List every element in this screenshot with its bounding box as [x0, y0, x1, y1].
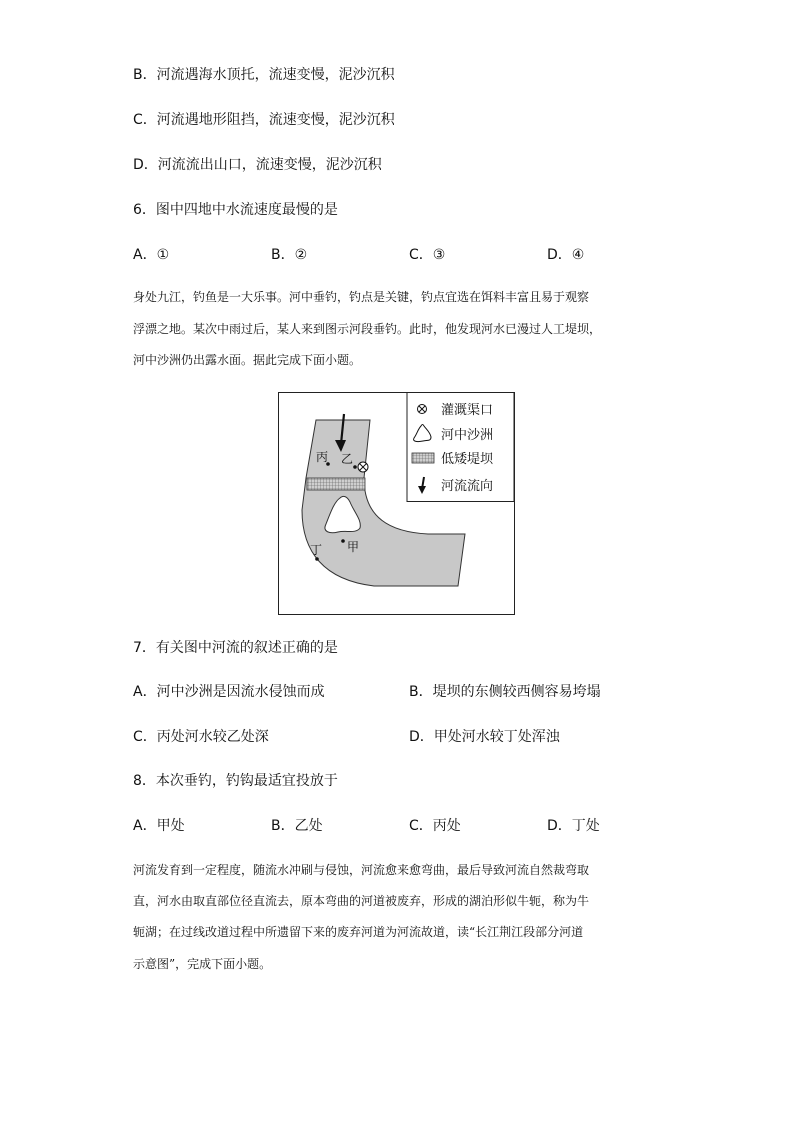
q8-option-b: B．乙处 — [271, 818, 323, 834]
passage-line: 示意图”，完成下面小题。 — [133, 957, 272, 971]
passage-line: 浮漂之地。某次中雨过后，某人来到图示河段垂钓。此时，他发现河水已漫过人工堤坝， — [133, 322, 602, 336]
legend — [407, 393, 514, 502]
q7-option-a: A．河中沙洲是因流水侵蚀而成 — [133, 684, 325, 700]
q6-stem: 6．图中四地中水流速度最慢的是 — [133, 202, 338, 218]
q7-option-d: D．甲处河水较丁处浑浊 — [409, 729, 560, 745]
river-map-figure — [278, 392, 515, 615]
point-ding — [315, 557, 319, 561]
q8-stem: 8．本次垂钓，钓钩最适宜投放于 — [133, 773, 338, 789]
q5-option-b: B．河流遇海水顶托，流速变慢，泥沙沉积 — [133, 67, 395, 83]
q6-option-b: B．② — [271, 247, 308, 263]
label-ding: 丁 — [310, 543, 323, 557]
dam — [307, 478, 365, 490]
q7-stem: 7．有关图中河流的叙述正确的是 — [133, 640, 338, 656]
passage-line: 直，河水由取直部位径直流去，原本弯曲的河道被废弃，形成的湖泊形似牛轭，称为牛 — [133, 894, 590, 908]
legend-flow-label: 河流流向 — [441, 479, 494, 494]
q6-option-d: D．④ — [547, 247, 585, 263]
q6-option-a: A．① — [133, 247, 170, 263]
q5-option-c: C．河流遇地形阻挡，流速变慢，泥沙沉积 — [133, 112, 395, 128]
label-yi: 乙 — [341, 452, 354, 466]
legend-sandbar-label: 河中沙洲 — [441, 428, 494, 443]
passage-line: 河中沙洲仍出露水面。据此完成下面小题。 — [133, 353, 362, 367]
passage-line: 轭湖；在过线改道过程中所遗留下来的废弃河道为河流故道，读“长江荆江段部分河道 — [133, 925, 584, 939]
point-jia — [341, 539, 345, 543]
q8-option-c: C．丙处 — [409, 818, 461, 834]
legend-dam-label: 低矮堤坝 — [441, 452, 494, 467]
q8-option-a: A．甲处 — [133, 818, 185, 834]
canal-mouth-icon — [358, 462, 368, 472]
label-jia: 甲 — [347, 540, 360, 554]
label-bing: 丙 — [316, 450, 329, 464]
q8-option-d: D．丁处 — [547, 818, 600, 834]
passage-line: 河流发育到一定程度，随流水冲刷与侵蚀，河流愈来愈弯曲，最后导致河流自然裁弯取 — [133, 863, 590, 877]
legend-canal-label: 灌溉渠口 — [441, 403, 494, 418]
q5-option-d: D．河流流出山口，流速变慢，泥沙沉积 — [133, 157, 382, 173]
passage-line: 身处九江，钓鱼是一大乐事。河中垂钓，钓点是关键，钓点宜选在饵料丰富且易于观察 — [133, 290, 590, 304]
legend-dam-icon — [412, 453, 434, 463]
q7-option-b: B．堤坝的东侧较西侧容易垮塌 — [409, 684, 601, 700]
q6-option-c: C．③ — [409, 247, 446, 263]
q7-option-c: C．丙处河水较乙处深 — [133, 729, 269, 745]
point-yi — [353, 465, 357, 469]
